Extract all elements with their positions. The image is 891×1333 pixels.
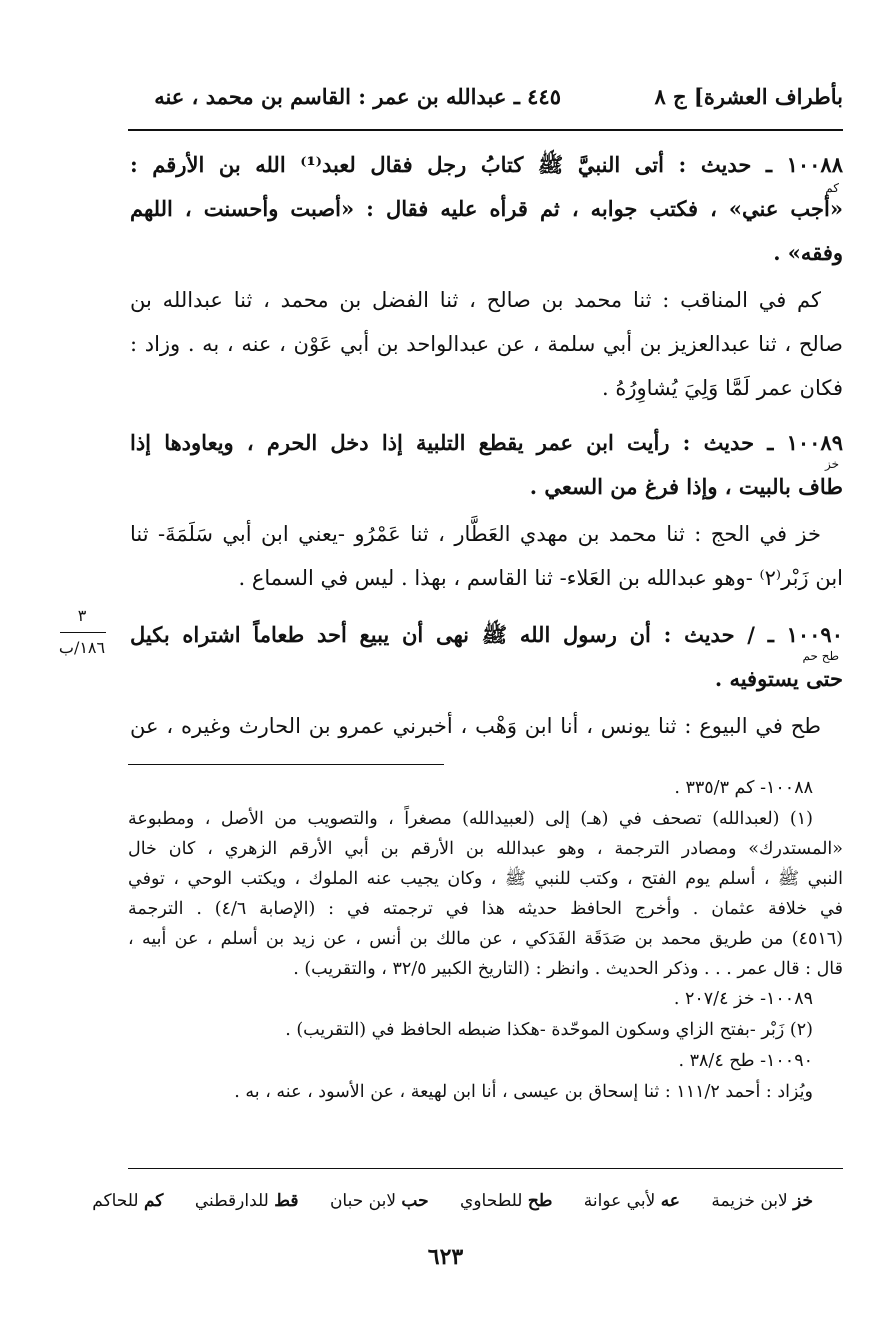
footnote-addition: ويُزاد : أحمد ١١١/٢ : ثنا إسحاق بن عيسى ، أنا ابن لهيعة ، عن الأسود ، عنه ، به . — [234, 1082, 813, 1102]
footnote-1-line-2: «المستدرك» ومصادر الترجمة ، وهو عبدالله بن الأرقم بن أبي الأرقم الزهري ، كان خال — [128, 839, 843, 859]
hadith-10090-sigla: طح حم — [802, 649, 839, 663]
footnote-1-line-4: في خلافة عثمان . وأخرج الحافظ حديثه هذا في ترجمته في : (الإصابة ٤/٦) . الترجمة — [128, 899, 843, 919]
source-10089-line-1: خز في الحج : ثنا محمد بن مهدي العَطَّار ، ثنا عَمْرُو -يعني ابن أبي سَلَمَةَ- ثنا — [130, 522, 821, 546]
footnote-rule — [128, 764, 444, 765]
page-number: ٦٢٣ — [427, 1244, 464, 1270]
hadith-10090-line-2: حتى يستوفيه . — [714, 666, 843, 691]
footnote-2: (٢) زَبْر -بفتح الزاي وسكون الموحّدة -هكذا ضبطه الحافظ في (التقريب) . — [285, 1020, 813, 1040]
running-header-chapter: ٤٤٥ ـ عبدالله بن عمر : القاسم بن محمد ، عنه — [154, 84, 561, 109]
source-10089-line-2: ابن زَبْر⁽٢⁾ -وهو عبدالله بن العَلاء- ثنا القاسم ، بهذا . ليس في السماع . — [238, 566, 843, 590]
abbr-item: عه لأبي عوانة — [583, 1191, 680, 1211]
abbr-item: كم للحاكم — [92, 1191, 164, 1211]
hadith-10088-line-1: ١٠٠٨٨ ـ حديث : أتى النبيَّ ﷺ كتابُ رجل فقال لعبد⁽¹⁾ الله بن الأرقم : — [130, 152, 843, 177]
hadith-10088-sigla: كم — [825, 181, 839, 195]
running-header-volume: بأطراف العشرة] ج ٨ — [654, 84, 843, 109]
hadith-10089-line-2: طاف بالبيت ، وإذا فرغ من السعي . — [529, 474, 843, 499]
footnote-1-line-3: النبي ﷺ ، أسلم يوم الفتح ، وكتب للنبي ﷺ ، وكان يجيب عنه الملوك ، ويكتب الوحي ، توفي — [128, 869, 843, 889]
margin-folio-page: ١٨٦/ب — [58, 638, 106, 657]
abbreviations-rule — [128, 1168, 843, 1169]
source-10088-line-3: فكان عمر لَمَّا وَلِيَ يُشاوِرُهُ . — [601, 376, 843, 400]
footnote-1-line-6: قال : قال عمر . . . وذكر الحديث . وانظر : (التاريخ الكبير ٣٢/٥ ، والتقريب) . — [293, 959, 843, 979]
source-10088-line-1: كم في المناقب : ثنا محمد بن صالح ، ثنا الفضل بن محمد ، ثنا عبدالله بن — [130, 288, 821, 312]
footnote-1-line-1: (١) (لعبدالله) تصحف في (هـ) إلى (لعبيدالله) مصغراً ، والتصويب من الأصل ، ومطبوعة — [128, 809, 813, 829]
hadith-10089-sigla: خز — [824, 457, 839, 471]
footnote-ref-10089: ١٠٠٨٩- خز ٢٠٧/٤ . — [673, 989, 813, 1009]
footnote-ref-10090: ١٠٠٩٠- طح ٣٨/٤ . — [678, 1051, 813, 1071]
hadith-10088-line-3: وفقه» . — [773, 240, 843, 265]
abbr-item: قط للدارقطني — [194, 1191, 299, 1211]
hadith-10089-line-1: ١٠٠٨٩ ـ حديث : رأيت ابن عمر يقطع التلبية إذا دخل الحرم ، ويعاودها إذا — [130, 430, 843, 455]
header-rule — [128, 129, 843, 131]
hadith-10088-line-2: «أجب عني» ، فكتب جوابه ، ثم قرأه عليه فقال : «أصبت وأحسنت ، اللهم — [130, 196, 843, 221]
margin-folio-number: ٣ — [77, 606, 87, 625]
source-10088-line-2: صالح ، ثنا عبدالعزيز بن أبي سلمة ، عن عبدالواحد بن أبي عَوْن ، عنه ، به . وزاد : — [130, 332, 843, 356]
abbr-item: خز لابن خزيمة — [711, 1191, 813, 1211]
abbreviations-key — [92, 1191, 813, 1211]
footnote-1-line-5: (٤٥١٦) من طريق محمد بن صَدَقَة الفَدَكي ، عن مالك بن أنس ، عن زيد بن أسلم ، عن أبيه ، — [128, 929, 843, 949]
source-10090-line-1: طح في البيوع : ثنا يونس ، أنا ابن وَهْب ، أخبرني عمرو بن الحارث وغيره ، عن — [130, 714, 821, 738]
abbr-item: حب لابن حبان — [329, 1191, 429, 1211]
abbr-item: طح للطحاوي — [460, 1191, 553, 1211]
footnote-ref-10088: ١٠٠٨٨- كم ٣٣٥/٣ . — [674, 778, 813, 798]
hadith-10090-line-1: ١٠٠٩٠ ـ / حديث : أن رسول الله ﷺ نهى أن يبيع أحد طعاماً اشتراه بكيل — [130, 622, 843, 647]
margin-folio-rule — [60, 632, 106, 633]
